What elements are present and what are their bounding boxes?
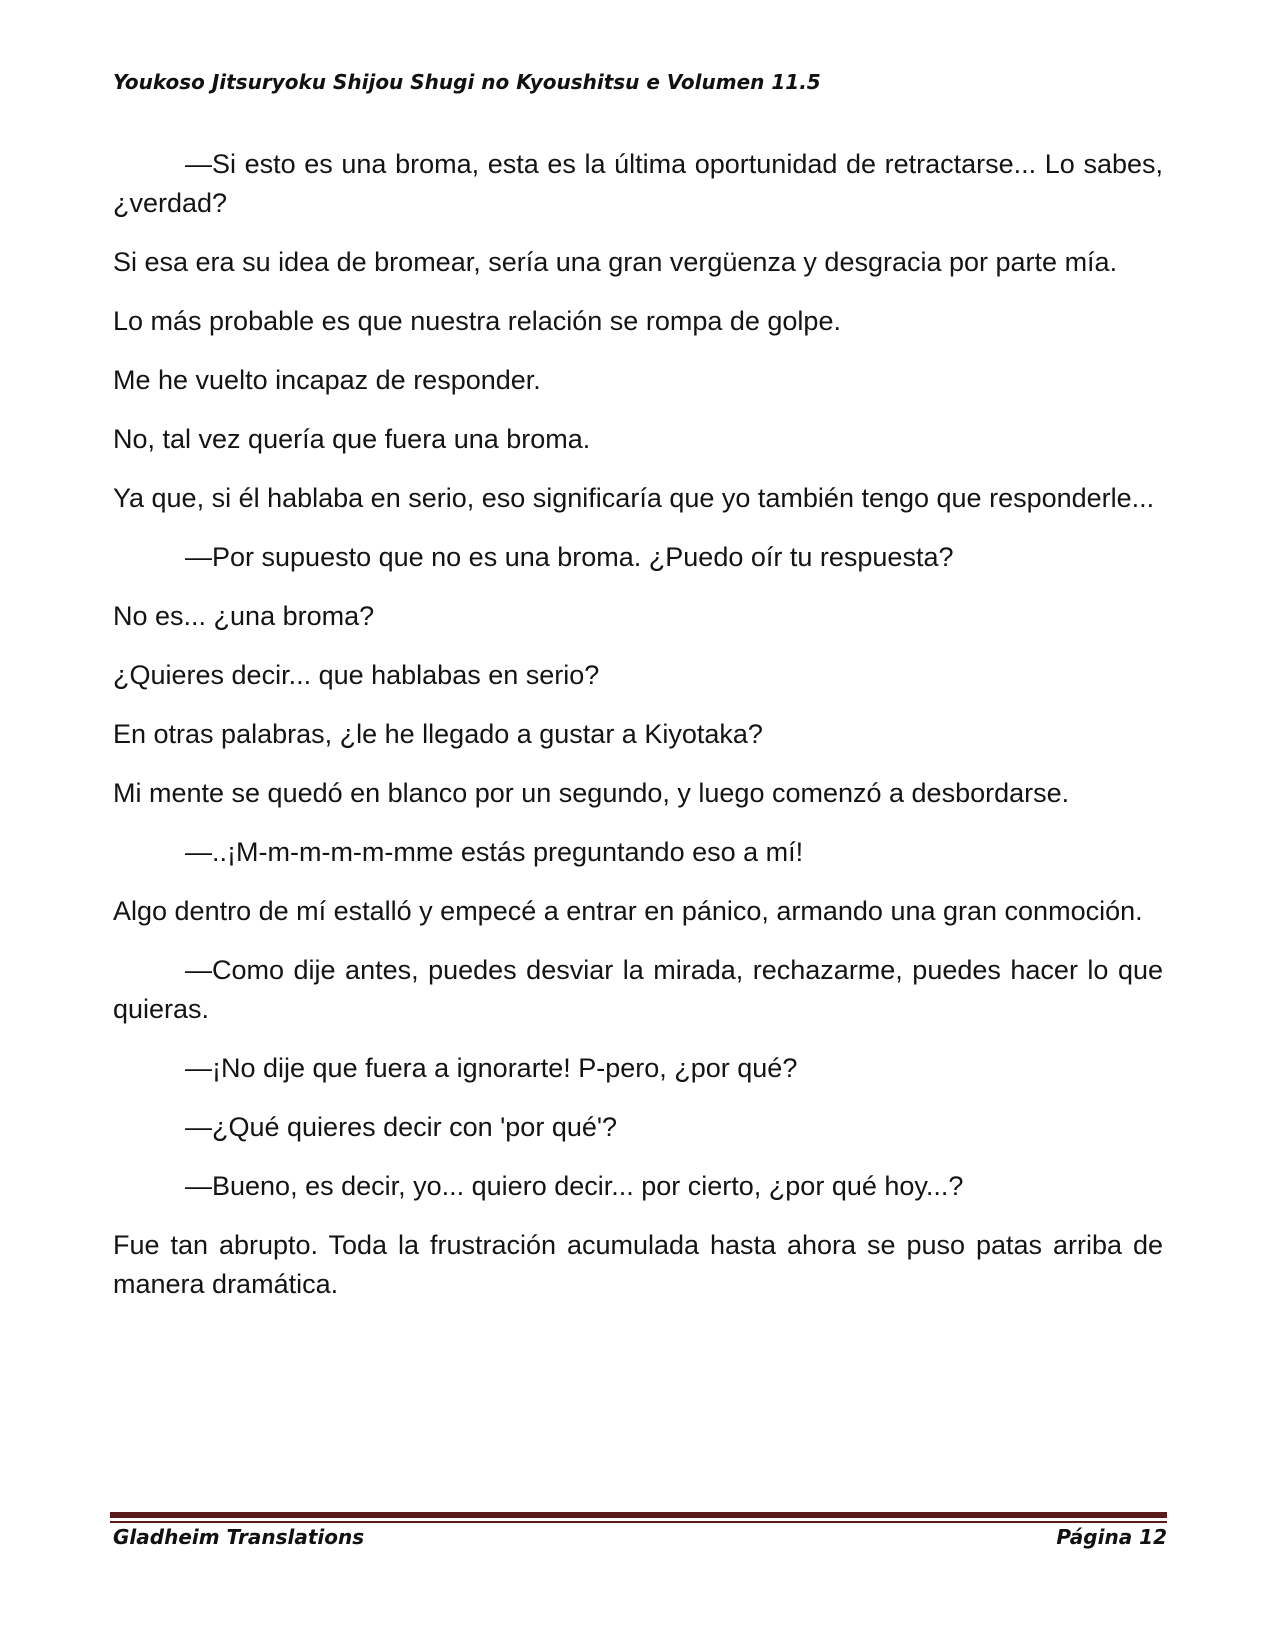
paragraph-17: —Bueno, es decir, yo... quiero decir... por cierto, ¿por qué hoy...? [185, 1171, 964, 1201]
paragraph-12: —..¡M-m-m-m-m-mme estás preguntando eso a mí! [185, 837, 804, 867]
paragraph-16: —¿Qué quieres decir con 'por qué'? [185, 1112, 618, 1142]
paragraph-11: Mi mente se quedó en blanco por un segundo, y luego comenzó a desbordarse. [113, 778, 1070, 808]
footer-divider-thin [110, 1521, 1167, 1523]
paragraph-13: Algo dentro de mí estalló y empecé a entrar en pánico, armando una gran conmoción. [113, 896, 1143, 926]
paragraph-5: No, tal vez quería que fuera una broma. [113, 424, 591, 454]
footer-page-number: Página 12 [1056, 1525, 1167, 1549]
paragraph-7: —Por supuesto que no es una broma. ¿Puedo oír tu respuesta? [185, 542, 954, 572]
paragraph-9: ¿Quieres decir... que hablabas en serio? [113, 660, 600, 690]
footer-publisher: Gladheim Translations [113, 1525, 365, 1549]
paragraph-15: —¡No dije que fuera a ignorarte! P-pero, ¿por qué? [185, 1053, 798, 1083]
footer-divider [110, 1512, 1167, 1523]
paragraph-10: En otras palabras, ¿le he llegado a gustar a Kiyotaka? [113, 719, 763, 749]
paragraph-8: No es... ¿una broma? [113, 601, 375, 631]
paragraph-6: Ya que, si él hablaba en serio, eso significaría que yo también tengo que responderle... [113, 483, 1155, 513]
paragraph-4: Me he vuelto incapaz de responder. [113, 365, 541, 395]
paragraph-3: Lo más probable es que nuestra relación se rompa de golpe. [113, 306, 841, 336]
paragraph-1: —Si esto es una broma, esta es la última oportunidad de retractarse... Lo sabes, ¿verdad? [113, 149, 1163, 218]
page-body [113, 145, 1163, 1324]
page-header-title: Youkoso Jitsuryoku Shijou Shugi no Kyoushitsu e Volumen 11.5 [113, 70, 821, 94]
footer-divider-thick [110, 1512, 1167, 1518]
paragraph-2: Si esa era su idea de bromear, sería una gran vergüenza y desgracia por parte mía. [113, 247, 1118, 277]
paragraph-18: Fue tan abrupto. Toda la frustración acumulada hasta ahora se puso patas arriba de manera dramática. [113, 1230, 1163, 1299]
paragraph-14: —Como dije antes, puedes desviar la mirada, rechazarme, puedes hacer lo que quieras. [113, 955, 1163, 1024]
